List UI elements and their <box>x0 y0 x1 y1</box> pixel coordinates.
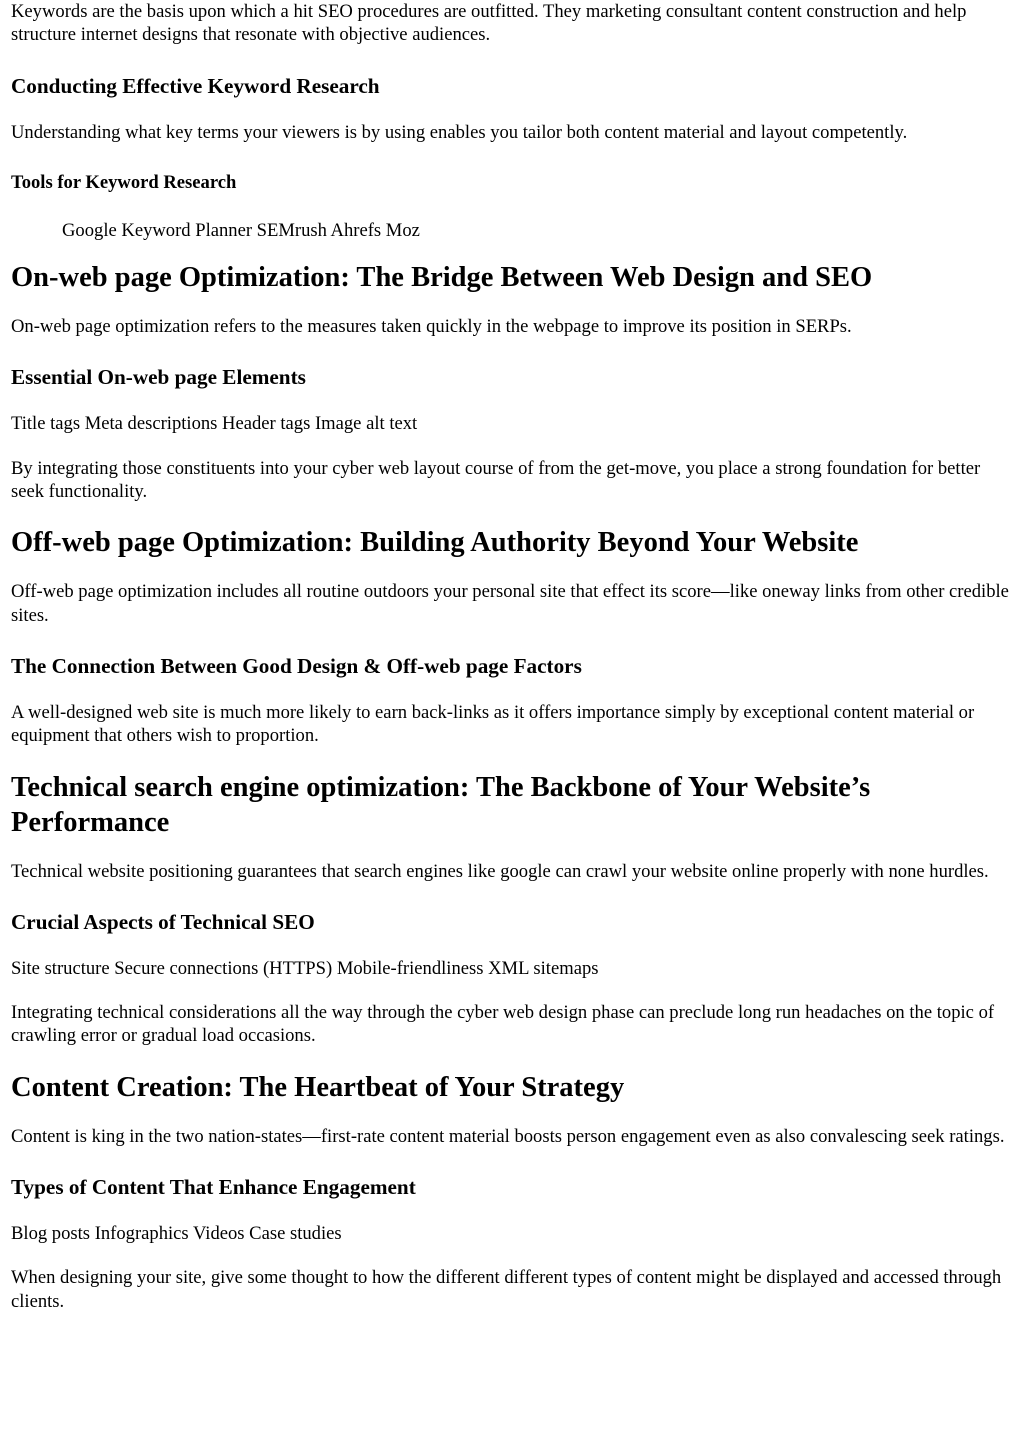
tools-heading: Tools for Keyword Research <box>11 171 237 193</box>
on-page-heading: On-web page Optimization: The Bridge Between Web Design and SEO <box>11 262 873 294</box>
content-types-list: Blog posts Infographics Videos Case studies <box>11 1223 342 1245</box>
off-page-connection-paragraph: A well-designed web site is much more likely to earn back-links as it offers importance simply by exceptional content material or equipment that others wish to proportion. <box>11 701 975 747</box>
technical-paragraph: Technical website positioning guarantees that search engines like google can crawl your website online properly with none hurdles. <box>11 860 989 882</box>
on-page-elements-heading: Essential On-web page Elements <box>11 365 306 390</box>
content-types-heading: Types of Content That Enhance Engagement <box>11 1175 416 1200</box>
keyword-research-paragraph: Understanding what key terms your viewers is by using enables you tailor both content material and layout competently. <box>11 121 908 143</box>
technical-aspects-list: Site structure Secure connections (HTTPS) Mobile-friendliness XML sitemaps <box>11 957 599 979</box>
off-page-connection-heading: The Connection Between Good Design & Off-web page Factors <box>11 653 582 678</box>
technical-closing-paragraph: Integrating technical considerations all the way through the cyber web design phase can preclude long run headaches on the topic of crawling error or gradual load occasions. <box>11 1002 995 1047</box>
keyword-research-heading: Conducting Effective Keyword Research <box>11 73 380 98</box>
content-paragraph: Content is king in the two nation-states—first-rate content material boosts person engagement even as also convalescing seek ratings. <box>11 1125 1005 1147</box>
off-page-heading: Off-web page Optimization: Building Authority Beyond Your Website <box>11 527 859 559</box>
off-page-paragraph: Off-web page optimization includes all routine outdoors your personal site that effect its score—like oneway links from other credible sites. <box>11 581 1009 626</box>
content-closing-paragraph: When designing your site, give some thought to how the different different types of content might be displayed and accessed through clients. <box>11 1267 1002 1312</box>
technical-heading: Technical search engine optimization: The Backbone of Your Website’s Performance <box>11 771 871 838</box>
tools-list: Google Keyword Planner SEMrush Ahrefs Moz <box>62 219 420 241</box>
content-heading: Content Creation: The Heartbeat of Your Strategy <box>11 1071 625 1103</box>
on-page-paragraph: On-web page optimization refers to the measures taken quickly in the webpage to improve its position in SERPs. <box>11 316 852 338</box>
on-page-closing-paragraph: By integrating those constituents into your cyber web layout course of from the get-move, you place a strong foundation for better seek functionality. <box>11 457 981 503</box>
intro-paragraph: Keywords are the basis upon which a hit SEO procedures are outfitted. They marketing consultant content construction and help structure internet designs that resonate with objective audiences. <box>11 1 967 46</box>
on-page-elements-list: Title tags Meta descriptions Header tags Image alt text <box>11 413 418 435</box>
technical-aspects-heading: Crucial Aspects of Technical SEO <box>11 909 315 934</box>
